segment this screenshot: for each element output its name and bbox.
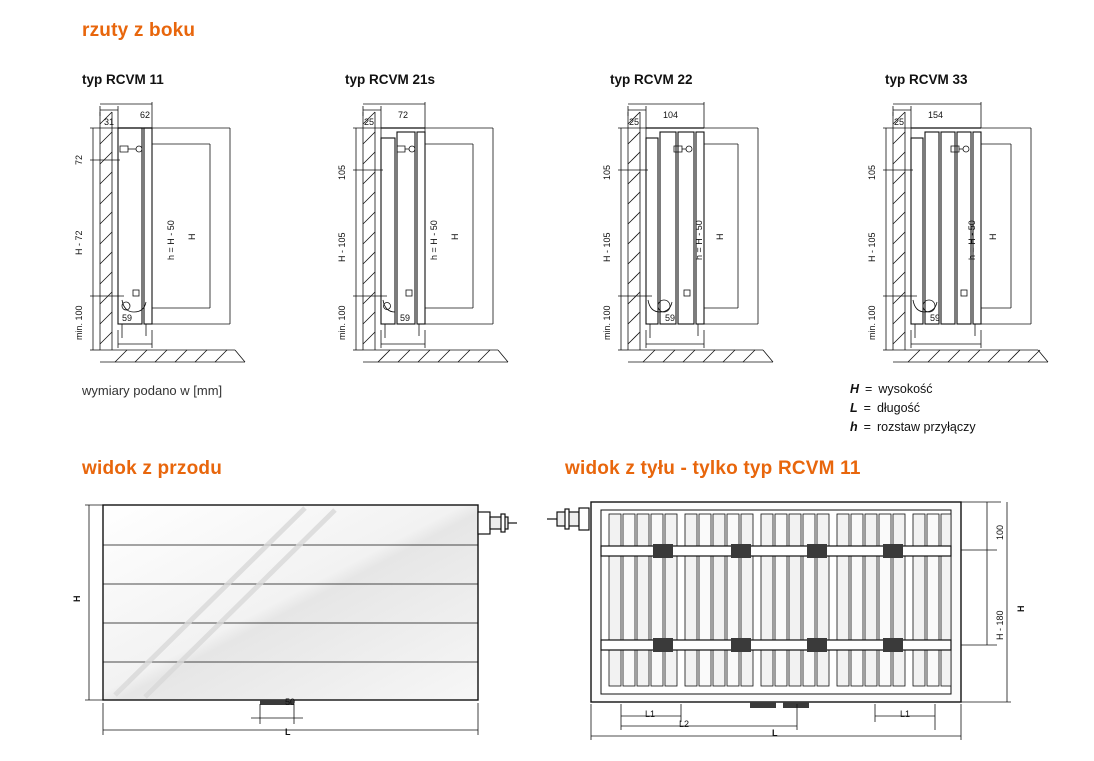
- dim-2-outer-h: H: [715, 233, 725, 240]
- dim-0-bottom-left: min. 100: [74, 305, 84, 340]
- dim-1-bottom: 59: [400, 313, 411, 323]
- dim-2-bottom-left: min. 100: [602, 305, 612, 340]
- side-views-title: rzuty z boku: [82, 20, 196, 41]
- legend-eq-1: =: [863, 401, 871, 415]
- back-view-diagram: [535, 490, 1090, 745]
- dim-3-inner-h: h = H - 50: [967, 220, 977, 260]
- side-view-title-1: typ RCVM 21s: [345, 72, 436, 87]
- dim-3-outer-h: H: [988, 233, 998, 240]
- legend-symbol-1: L: [850, 401, 858, 415]
- dim-1-inner-h: h = H - 50: [429, 220, 439, 260]
- dim-1-top-left: 25: [364, 117, 375, 127]
- dim-0-top-left: 31: [104, 117, 115, 127]
- side-view-title-3: typ RCVM 33: [885, 72, 968, 87]
- dim-2-mid-left: H - 105: [602, 232, 612, 262]
- dim-2-top-left: 25: [629, 117, 640, 127]
- dim-3-bottom: 59: [930, 313, 941, 323]
- legend-symbol-2: h: [850, 420, 858, 434]
- side-view-title-2: typ RCVM 22: [610, 72, 693, 87]
- back-view-title: widok z tyłu - tylko typ RCVM 11: [565, 458, 861, 479]
- back-right-mid-dim: H - 180: [995, 610, 1005, 640]
- dim-2-bottom: 59: [665, 313, 676, 323]
- legend-eq-0: =: [865, 382, 873, 396]
- legend-eq-2: =: [863, 420, 871, 434]
- legend-text-2: rozstaw przyłączy: [876, 420, 976, 434]
- legend: [850, 382, 976, 434]
- back-bracket-mid: L2: [679, 719, 690, 729]
- back-height-label: H: [1016, 605, 1026, 612]
- dim-1-outer-h: H: [450, 233, 460, 240]
- back-bracket-right: L1: [900, 709, 911, 719]
- dim-3-mid-left: H - 105: [867, 232, 877, 262]
- front-width-label: L: [285, 727, 291, 737]
- front-foot-label: 50: [285, 697, 296, 707]
- dim-0-outer-h: H: [187, 233, 197, 240]
- legend-text-0: wysokość: [878, 382, 933, 396]
- dim-3-top-right: 154: [928, 110, 944, 120]
- dim-3-upper-left: 105: [867, 164, 877, 180]
- dim-0-upper-left: 72: [74, 154, 84, 165]
- back-top-right-dim: 100: [995, 524, 1005, 540]
- front-view-title: widok z przodu: [82, 458, 223, 479]
- back-width-label: L: [772, 728, 778, 738]
- dim-0-top-right: 62: [140, 110, 151, 120]
- units-note: wymiary podano w [mm]: [82, 383, 223, 398]
- dim-3-top-left: 25: [894, 117, 905, 127]
- dim-0-bottom: 59: [122, 313, 133, 323]
- side-view-title-0: typ RCVM 11: [82, 72, 164, 87]
- dim-2-upper-left: 105: [602, 164, 612, 180]
- dim-3-bottom-left: min. 100: [867, 305, 877, 340]
- dim-2-inner-h: h = H - 50: [694, 220, 704, 260]
- dim-1-mid-left: H - 105: [337, 232, 347, 262]
- back-bracket-left: L1: [645, 709, 656, 719]
- front-height-label: H: [72, 595, 82, 602]
- dim-1-top-right: 72: [398, 110, 409, 120]
- legend-text-1: długość: [876, 401, 921, 415]
- dim-0-mid-left: H - 72: [74, 230, 84, 255]
- dim-0-inner-h: h = H - 50: [166, 220, 176, 260]
- dim-2-top-right: 104: [663, 110, 679, 120]
- legend-symbol-0: H: [850, 382, 860, 396]
- dim-1-bottom-left: min. 100: [337, 305, 347, 340]
- dim-1-upper-left: 105: [337, 164, 347, 180]
